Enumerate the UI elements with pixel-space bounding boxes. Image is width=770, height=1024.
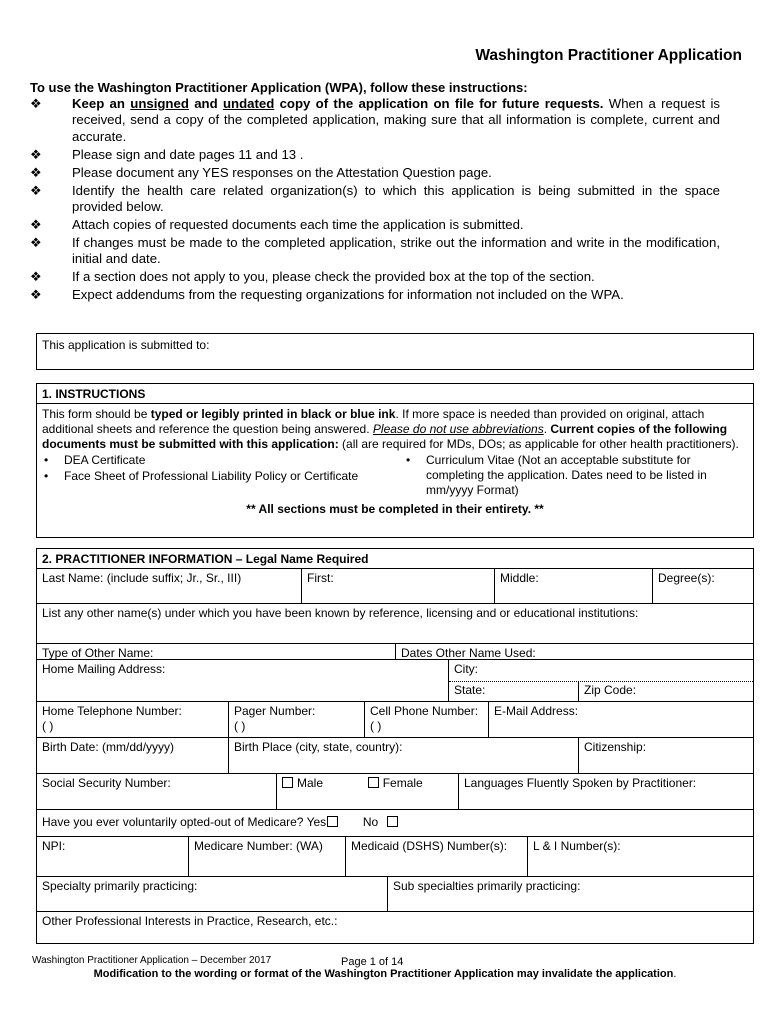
no-checkbox[interactable] [387, 816, 398, 827]
male-checkbox[interactable] [282, 777, 293, 788]
field-label: State: [454, 683, 486, 697]
text: . [543, 422, 551, 436]
medicare-optout-question [37, 810, 753, 836]
text: Curriculum Vitae (Not an acceptable substitute for completing the application. Dates need to be listed in mm/yyyy Format) [426, 453, 707, 497]
ssn-field[interactable] [37, 774, 277, 809]
medicare-optout-row [37, 810, 753, 837]
citizenship-field[interactable] [579, 738, 753, 773]
birth-row [37, 738, 753, 774]
text: Face Sheet of Professional Liability Policy or Certificate [64, 469, 359, 483]
middle-name-field[interactable] [495, 569, 653, 603]
field-label: Languages Fluently Spoken by Practitioner: [464, 776, 697, 790]
diamond-bullet-icon: ❖ [30, 182, 42, 198]
field-label: Middle: [500, 571, 539, 585]
submitted-to-label: This application is submitted to: [42, 338, 210, 352]
type-other-name-field[interactable] [37, 644, 396, 659]
text: copy of the application on file for future requests. [274, 96, 604, 111]
medicaid-number-field[interactable] [346, 837, 528, 876]
numbers-row [37, 837, 753, 877]
section-heading: 1. INSTRUCTIONS [37, 384, 753, 404]
first-name-field[interactable] [302, 569, 495, 603]
section-heading: 2. PRACTITIONER INFORMATION – Legal Name Required [37, 549, 753, 569]
text: Expect addendums from the requesting organizations for information not included on the WPA. [72, 286, 624, 302]
birth-place-field[interactable] [229, 738, 579, 773]
yes-checkbox[interactable] [327, 816, 338, 827]
list-item [30, 147, 720, 163]
field-label: Home Telephone Number: [42, 704, 182, 718]
text: Please document any YES responses on the Attestation Question page. [72, 164, 492, 180]
last-name-field[interactable] [37, 569, 302, 603]
list-item [30, 96, 720, 145]
female-checkbox[interactable] [368, 777, 379, 788]
list-item [30, 235, 720, 268]
text: Identify the health care related organization(s) to which this application is being submitted in the space provided below. [72, 182, 720, 214]
email-address-field[interactable] [489, 702, 753, 737]
city-field[interactable] [449, 660, 753, 681]
footer-warning [0, 968, 770, 980]
text: Please do not use abbreviations [372, 422, 544, 436]
bullet-icon: • [406, 453, 411, 467]
languages-field[interactable] [459, 774, 753, 809]
field-label: NPI: [42, 839, 66, 853]
other-names-field[interactable] [37, 604, 753, 643]
text: Keep an [72, 96, 131, 111]
gender-field [277, 774, 459, 809]
instructions-list [30, 96, 720, 305]
field-label: Zip Code: [584, 683, 637, 697]
field-label: Degree(s): [658, 571, 715, 585]
field-label: Pager Number: [234, 704, 316, 718]
text: If changes must be made to the completed application, strike out the information and write in the modification, initial and date. [72, 234, 720, 267]
page-number: Page 1 of 14 [341, 956, 404, 968]
footer-form-version: Washington Practitioner Application – December 2017 [32, 955, 272, 966]
medicare-number-field[interactable] [189, 837, 346, 876]
field-label: List any other name(s) under which you have been known by reference, licensing and or educational institutions: [42, 606, 639, 620]
section-body [37, 404, 753, 520]
ssn-row [37, 774, 753, 810]
text: When a request is received, send a copy of the completed application, making sure that all information is complete, current and accurate. [72, 96, 720, 144]
field-label: Medicaid (DSHS) Number(s): [351, 839, 508, 853]
question-label: Have you ever voluntarily opted-out of Medicare? Yes [42, 815, 327, 829]
submitted-to-field[interactable] [36, 333, 754, 370]
field-label: Medicare Number: (WA) [194, 839, 323, 853]
male-label: Male [297, 776, 324, 790]
field-label: L & I Number(s): [533, 839, 621, 853]
npi-field[interactable] [37, 837, 189, 876]
cell-phone-field[interactable] [365, 702, 489, 737]
diamond-bullet-icon: ❖ [30, 269, 42, 285]
section-practitioner-info [36, 548, 754, 944]
specialty-row [37, 877, 753, 912]
field-label: Birth Place (city, state, country): [234, 740, 403, 754]
list-item [404, 453, 744, 498]
text: Current copies of the following documents must be submitted with this application: [42, 422, 728, 451]
section-footer: ** All sections must be completed in their entirety. ** [246, 502, 544, 516]
field-label: E-Mail Address: [494, 704, 579, 718]
text: If a section does not apply to you, please check the provided box at the top of the section. [72, 269, 595, 285]
list-item [30, 165, 720, 181]
list-item [30, 269, 720, 285]
home-mailing-address-field[interactable] [37, 660, 449, 701]
section-instructions [36, 383, 754, 538]
other-interests-field[interactable] [37, 912, 753, 943]
bullet-icon: • [44, 453, 49, 467]
field-label: First: [307, 571, 334, 585]
text: Attach copies of requested documents each time the application is submitted. [72, 216, 524, 232]
field-label: Social Security Number: [42, 776, 171, 790]
phone-row [37, 702, 753, 738]
field-label: Sub specialties primarily practicing: [393, 879, 581, 893]
text: (all are required for MDs, DOs; as applicable for other health practitioners). [338, 437, 739, 451]
diamond-bullet-icon: ❖ [30, 146, 42, 162]
text: DEA Certificate [64, 453, 146, 467]
field-label: Dates Other Name Used: [401, 646, 536, 660]
field-label: Type of Other Name: [42, 646, 154, 660]
list-item [42, 469, 358, 484]
list-item [30, 217, 720, 233]
text: This form should be [42, 407, 151, 421]
specialty-field[interactable] [37, 877, 388, 911]
text: Please sign and date pages 11 and 13 . [72, 146, 304, 162]
other-names-row [37, 604, 753, 644]
page-title: Washington Practitioner Application [475, 47, 742, 64]
degrees-field[interactable] [653, 569, 753, 603]
other-interests-row [37, 912, 753, 943]
area-code: ( ) [370, 719, 382, 733]
area-code: ( ) [234, 719, 246, 733]
state-field[interactable] [449, 681, 579, 702]
dates-other-name-field[interactable] [396, 644, 753, 659]
text: . If more space is needed than provided on original, attach additional sheets and reference the question being answered. [42, 407, 705, 436]
instructions-paragraph [42, 407, 748, 452]
text: and [188, 96, 223, 111]
other-name-type-row [37, 644, 753, 660]
instructions-heading: To use the Washington Practitioner Application (WPA), follow these instructions: [30, 80, 528, 95]
field-label: Last Name: (include suffix; Jr., Sr., III) [42, 571, 242, 585]
home-address-row [37, 660, 753, 702]
sub-specialties-field[interactable] [388, 877, 753, 911]
field-label: City: [454, 662, 478, 676]
zip-code-field[interactable] [579, 681, 753, 702]
female-label: Female [382, 776, 423, 790]
name-row [37, 569, 753, 604]
list-item [30, 287, 720, 303]
list-item [42, 453, 145, 468]
text: typed or legibly printed in black or blue ink [150, 407, 396, 421]
text: . [673, 968, 677, 980]
field-label: Specialty primarily practicing: [42, 879, 198, 893]
list-item [30, 183, 720, 216]
li-number-field[interactable] [528, 837, 753, 876]
bullet-icon: • [44, 469, 49, 483]
pager-number-field[interactable] [229, 702, 365, 737]
no-label: No [362, 815, 379, 829]
home-telephone-field[interactable] [37, 702, 229, 737]
diamond-bullet-icon: ❖ [30, 96, 42, 111]
diamond-bullet-icon: ❖ [30, 234, 42, 250]
diamond-bullet-icon: ❖ [30, 216, 42, 232]
required-documents [42, 452, 748, 500]
field-label: Cell Phone Number: [370, 704, 479, 718]
text: Modification to the wording or format of the Washington Practitioner Application may invalidate the application [93, 968, 674, 980]
text: unsigned [130, 96, 189, 111]
text: undated [222, 96, 275, 111]
field-label: Home Mailing Address: [42, 662, 166, 676]
field-label: Birth Date: (mm/dd/yyyy) [42, 740, 175, 754]
diamond-bullet-icon: ❖ [30, 286, 42, 302]
birth-date-field[interactable] [37, 738, 229, 773]
area-code: ( ) [42, 719, 54, 733]
field-label: Other Professional Interests in Practice, Research, etc.: [42, 914, 338, 928]
field-label: Citizenship: [584, 740, 647, 754]
diamond-bullet-icon: ❖ [30, 164, 42, 180]
